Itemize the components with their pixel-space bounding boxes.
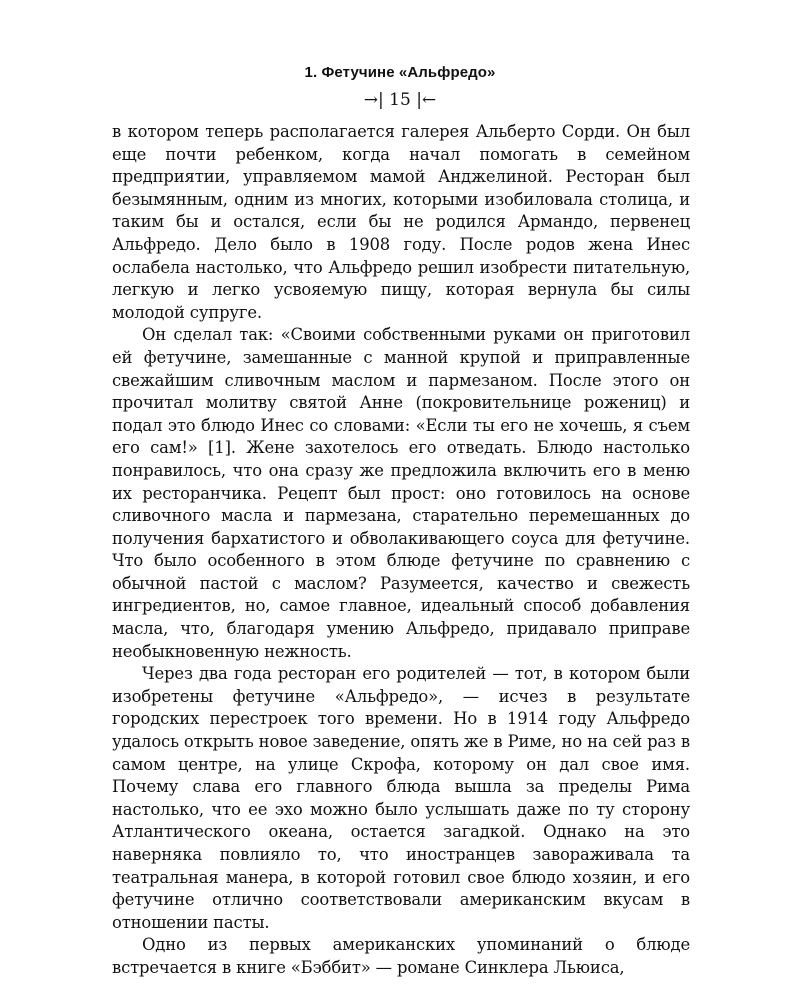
folio-left-mark: →| [363, 90, 384, 110]
paragraph: Он сделал так: «Своими собственными руками он приготовил ей фетучине, замешанные с манной крупой и приправленные свежайшим сливочным маслом и пармезаном. После этого он прочитал молитву святой Анне (покровительнице рожениц) и подал это блюдо Инес со словами: «Если ты его не хочешь, я съем его сам!» [1]. Жене захотелось его отведать. Блюдо настолько понравилось, что она сразу же предложила включить его в меню их ресторанчика. Рецепт был прост: оно готовилось на основе сливочного масла и пармезана, старательно перемешанных до получения бархатистого и обволакивающего соуса для фетучине. Что было особенного в этом блюде фетучине по сравнению с обычной пастой с маслом? Разумеется, качество и свежесть ингредиентов, но, самое главное, идеальный способ добавления масла, что, благодаря умению Альфредо, придавало приправе необыкновенную нежность. [112, 325, 690, 661]
page-folio [0, 90, 800, 110]
body-text [112, 121, 690, 980]
running-head: 1. Фетучине «Альфредо» [304, 64, 496, 81]
paragraph: Через два года ресторан его родителей — тот, в котором были изобретены фетучине «Альфредо», — исчез в результате городских перестроек того времени. Но в 1914 году Альфредо удалось открыть новое заведение, опять же в Риме, но на сей раз в самом центре, на улице Скрофа, которому он дал свое имя. Почему слава его главного блюда вышла за пределы Рима настолько, что ее эхо можно было услышать даже по ту сторону Атлантического океана, остается загадкой. Однако на это наверняка повлияло то, что иностранцев завораживала та театральная манера, в которой готовил свое блюдо хозяин, и его фетучине отлично соответствовали американским вкусам в отношении пасты. [112, 664, 690, 932]
page-number: 15 [389, 90, 411, 110]
paragraph: Одно из первых американских упоминаний о блюде встречается в книге «Бэббит» — романе Синклера Льюиса, [112, 935, 690, 977]
paragraph: в котором теперь располагается галерея Альберто Сорди. Он был еще почти ребенком, когда начал помогать в семейном предприятии, управляемом мамой Анджелиной. Ресторан был безымянным, одним из многих, которыми изобиловала столица, и таким бы и остался, если бы не родился Армандо, первенец Альфредо. Дело было в 1908 году. После родов жена Инес ослабела настолько, что Альфредо решил изобрести питательную, легкую и легко усвояемую пищу, которая вернула бы силы молодой супруге. [112, 122, 690, 322]
folio-right-mark: |← [416, 90, 437, 110]
